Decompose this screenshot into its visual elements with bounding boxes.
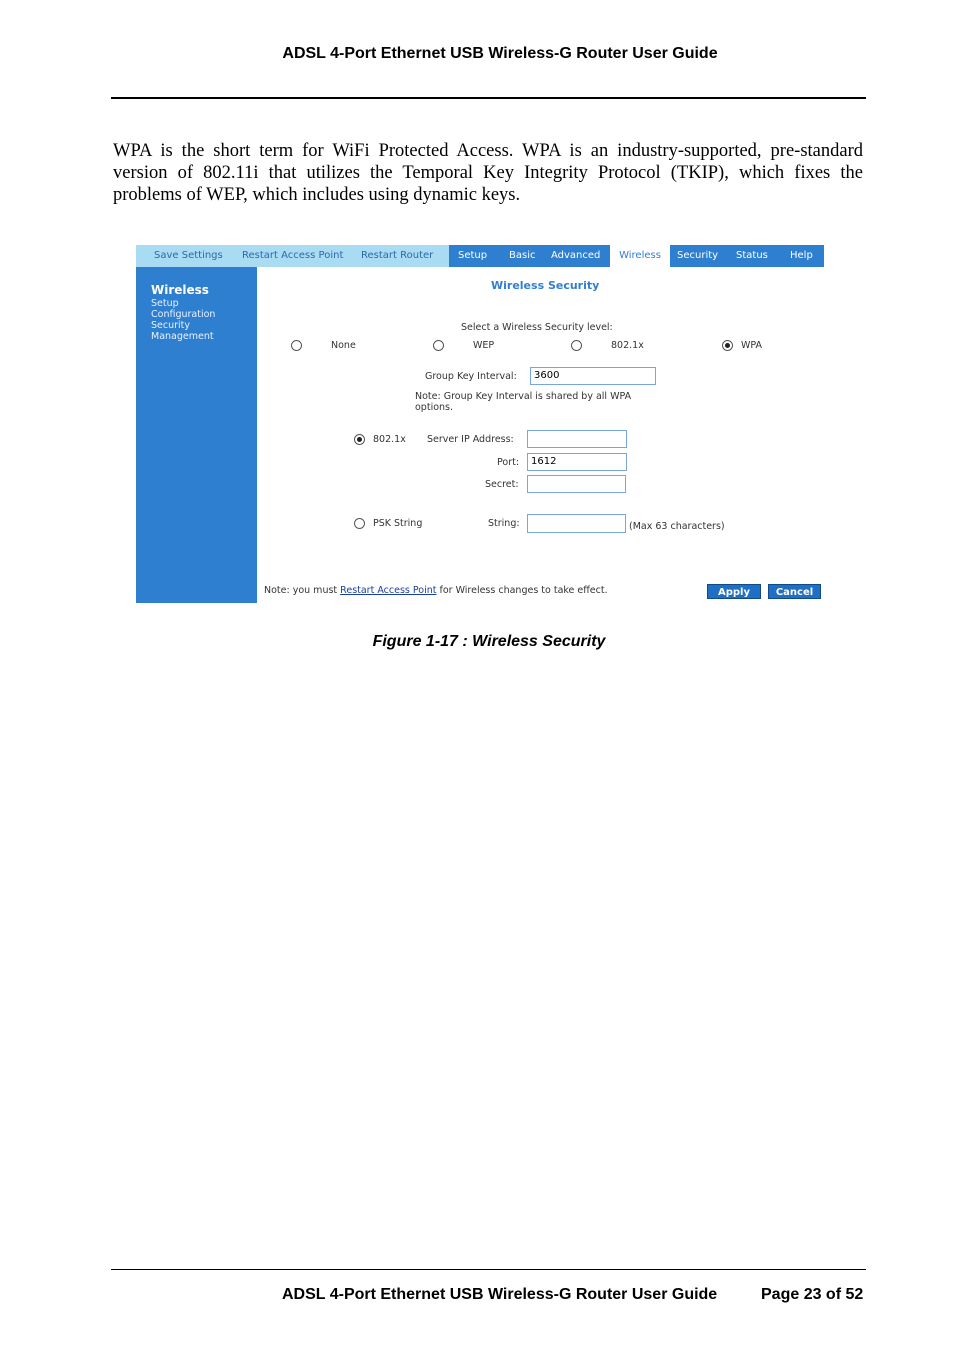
sidebar-item-security[interactable]: Security [151, 320, 191, 331]
tab-wireless[interactable]: Wireless [610, 245, 670, 267]
secret-label: Secret: [485, 479, 519, 490]
radio-none-label: None [331, 340, 356, 351]
group-key-interval-label: Group Key Interval: [425, 371, 517, 382]
save-settings-link[interactable]: Save Settings [154, 250, 223, 261]
form-title: Wireless Security [491, 279, 600, 292]
tab-status[interactable]: Status [736, 250, 768, 261]
tab-basic[interactable]: Basic [509, 250, 536, 261]
header-rule [111, 97, 866, 99]
radio-wep[interactable] [433, 340, 444, 351]
radio-8021x-level[interactable] [571, 340, 582, 351]
intro-paragraph: WPA is the short term for WiFi Protected Access. WPA is an industry-supported, pre-standard version of 802.11i that utilizes the Temporal Key Integrity Protocol (TKIP), which fixes the problems of WEP, which includes using dynamic keys. [113, 141, 863, 205]
radio-wep-label: WEP [473, 340, 495, 351]
radio-none[interactable] [291, 340, 302, 351]
radio-8021x-level-label: 802.1x [611, 340, 644, 351]
port-input[interactable]: 1612 [527, 453, 627, 471]
sidebar-item-setup[interactable]: Setup [151, 298, 179, 309]
radio-8021x-auth-label: 802.1x [373, 434, 406, 445]
group-key-interval-input[interactable]: 3600 [530, 367, 656, 385]
restart-access-point-note-link[interactable]: Restart Access Point [340, 585, 437, 596]
page-header-title: ADSL 4-Port Ethernet USB Wireless-G Router User Guide [282, 45, 718, 62]
router-ui-screenshot [136, 245, 824, 603]
port-label: Port: [497, 457, 520, 468]
group-key-note-line1: Note: Group Key Interval is shared by all WPA [415, 391, 632, 402]
restart-note-pre: Note: you must [264, 585, 338, 596]
footer-rule [111, 1269, 866, 1270]
security-level-prompt: Select a Wireless Security level: [461, 322, 613, 333]
radio-psk-label: PSK String [373, 518, 423, 529]
sidebar-title: Wireless [151, 283, 209, 297]
radio-wpa-label: WPA [741, 340, 763, 351]
sidebar-item-management[interactable]: Management [151, 331, 214, 342]
footer-title: ADSL 4-Port Ethernet USB Wireless-G Router User Guide [282, 1286, 718, 1303]
cancel-button[interactable]: Cancel [768, 584, 821, 599]
server-ip-label: Server IP Address: [427, 434, 514, 445]
radio-wpa[interactable] [722, 340, 733, 351]
psk-string-label: String: [488, 518, 520, 529]
figure-caption: Figure 1-17 : Wireless Security [372, 633, 606, 650]
sidebar-item-configuration[interactable]: Configuration [151, 309, 216, 320]
tab-security[interactable]: Security [677, 250, 719, 261]
tab-setup[interactable]: Setup [458, 250, 488, 261]
psk-max-hint: (Max 63 characters) [629, 521, 725, 532]
restart-access-point-link[interactable]: Restart Access Point [242, 250, 344, 261]
secret-input[interactable] [527, 475, 626, 493]
page-number: Page 23 of 52 [761, 1286, 864, 1303]
group-key-note-line2: options. [415, 402, 454, 413]
psk-string-input[interactable] [527, 514, 626, 533]
apply-button[interactable]: Apply [707, 584, 761, 599]
server-ip-input[interactable] [527, 430, 627, 448]
restart-router-link[interactable]: Restart Router [361, 250, 434, 261]
tab-advanced[interactable]: Advanced [551, 250, 601, 261]
restart-note-post: for Wireless changes to take effect. [439, 585, 608, 596]
restart-note [264, 585, 608, 596]
radio-8021x-auth[interactable] [354, 434, 365, 445]
radio-psk[interactable] [354, 518, 365, 529]
tab-help[interactable]: Help [790, 250, 813, 261]
